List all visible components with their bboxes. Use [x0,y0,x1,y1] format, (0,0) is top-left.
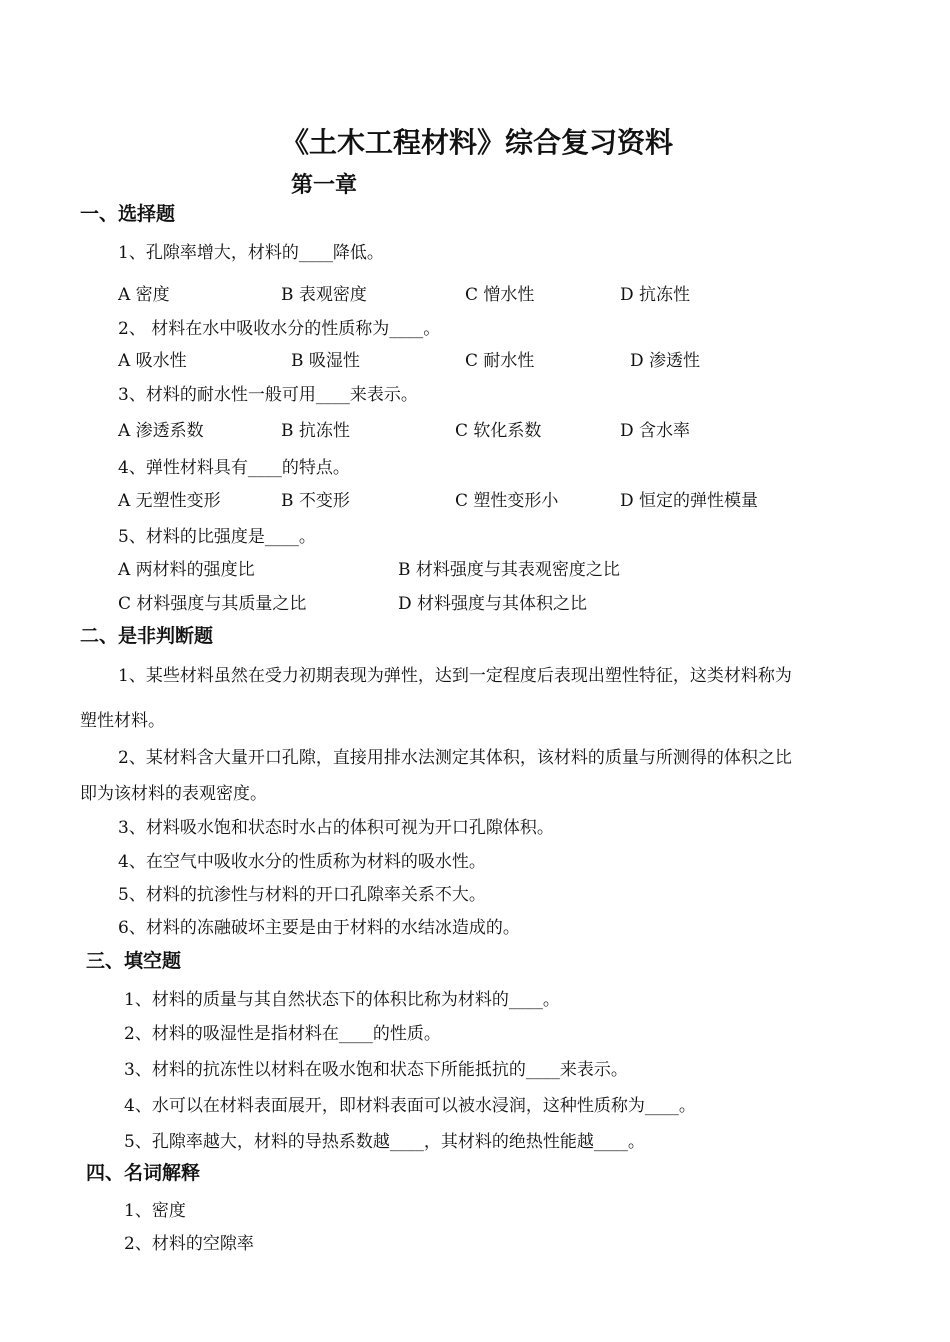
option-c: C 软化系数 [455,421,542,441]
term-item: 1、密度 [124,1201,186,1221]
fill-blank-item: 2、材料的吸湿性是指材料在____的性质。 [124,1024,441,1044]
option-d: D 材料强度与其体积之比 [398,594,588,614]
statement-line: 4、在空气中吸收水分的性质称为材料的吸水性。 [118,852,486,872]
question-text: 1、孔隙率增大，材料的____降低。 [118,243,384,263]
statement-line: 即为该材料的表观密度。 [80,784,267,804]
option-b: B 吸湿性 [291,351,360,371]
question-text: 3、材料的耐水性一般可用____来表示。 [118,385,418,405]
fill-blank-item: 5、孔隙率越大，材料的导热系数越____，其材料的绝热性能越____。 [124,1132,645,1152]
option-c: C 耐水性 [465,351,535,371]
statement-line: 塑性材料。 [80,711,165,731]
option-c: C 材料强度与其质量之比 [118,594,307,614]
chapter-heading: 第一章 [291,173,358,198]
option-a: A 两材料的强度比 [118,560,255,580]
option-d: D 恒定的弹性模量 [620,491,759,511]
option-a: A 吸水性 [118,351,187,371]
option-b: B 不变形 [281,491,350,511]
option-a: A 渗透系数 [118,421,204,441]
question-text: 4、弹性材料具有____的特点。 [118,458,350,478]
statement-line: 6、材料的冻融破坏主要是由于材料的水结冰造成的。 [118,918,520,938]
question-text: 2、 材料在水中吸收水分的性质称为____。 [118,319,441,339]
fill-blank-item: 1、材料的质量与其自然状态下的体积比称为材料的____。 [124,990,560,1010]
fill-blank-item: 4、水可以在材料表面展开，即材料表面可以被水浸润，这种性质称为____。 [124,1096,696,1116]
statement-line: 1、某些材料虽然在受力初期表现为弹性，达到一定程度后表现出塑性特征，这类材料称为 [118,666,792,686]
statement-line: 3、材料吸水饱和状态时水占的体积可视为开口孔隙体积。 [118,818,554,838]
option-a: A 无塑性变形 [118,491,221,511]
question-text: 5、材料的比强度是____。 [118,527,316,547]
term-item: 2、材料的空隙率 [124,1234,254,1254]
section-heading-fill-blank: 三、填空题 [86,950,182,972]
section-heading-terms: 四、名词解释 [86,1162,201,1184]
option-d: D 抗冻性 [620,285,691,305]
page-title: 《土木工程材料》综合复习资料 [281,126,674,159]
statement-line: 5、材料的抗渗性与材料的开口孔隙率关系不大。 [118,885,486,905]
option-d: D 含水率 [620,421,691,441]
option-a: A 密度 [118,285,170,305]
section-heading-choice: 一、选择题 [80,203,176,225]
statement-line: 2、某材料含大量开口孔隙，直接用排水法测定其体积，该材料的质量与所测得的体积之比 [118,748,792,768]
option-b: B 抗冻性 [281,421,350,441]
section-heading-true-false: 二、是非判断题 [80,625,214,647]
option-d: D 渗透性 [630,351,701,371]
option-b: B 材料强度与其表观密度之比 [398,560,620,580]
option-c: C 塑性变形小 [455,491,559,511]
fill-blank-item: 3、材料的抗冻性以材料在吸水饱和状态下所能抵抗的____来表示。 [124,1060,628,1080]
option-b: B 表观密度 [281,285,367,305]
option-c: C 憎水性 [465,285,535,305]
